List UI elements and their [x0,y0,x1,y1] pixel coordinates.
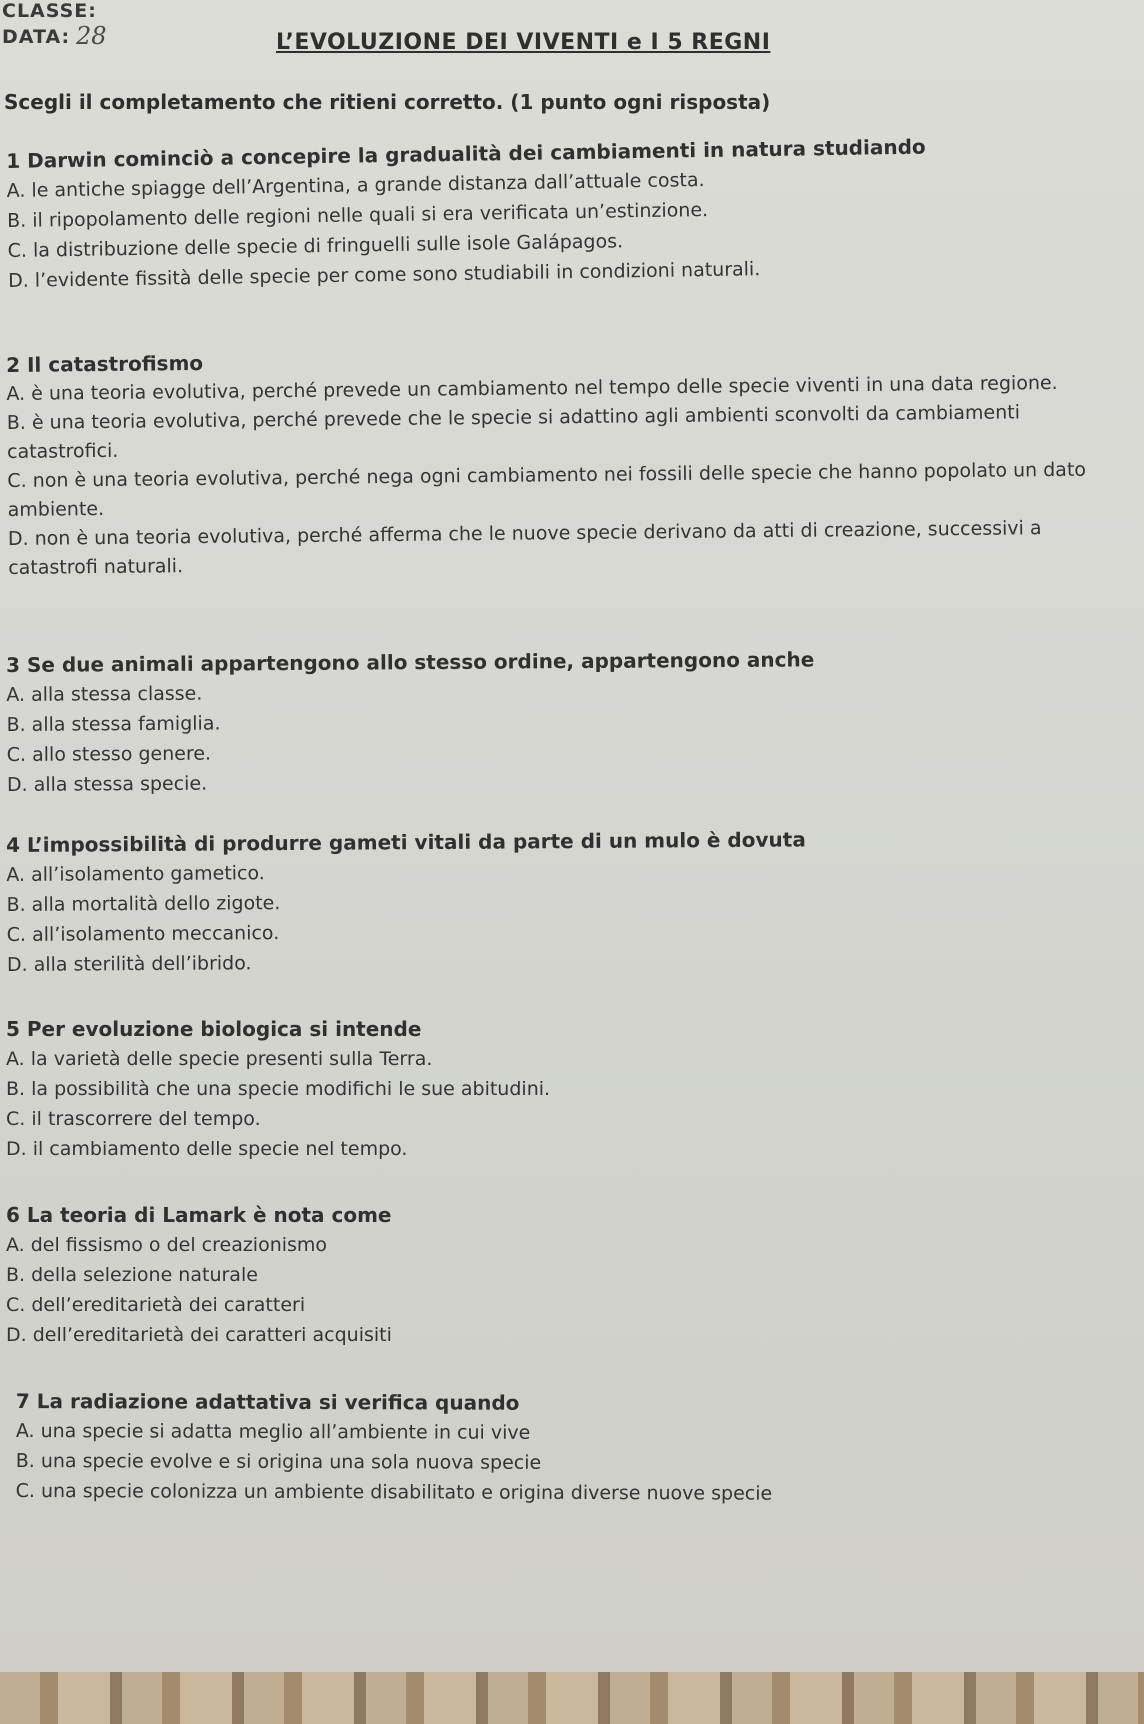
option-c: C. dell’ereditarietà dei caratteri [6,1294,306,1316]
option-b: B. alla stessa famiglia. [6,712,221,736]
option-a: A. del fissismo o del creazionismo [6,1234,328,1256]
option-b: B. la possibilità che una specie modifichi le sue abitudini. [6,1078,551,1100]
option-d: D. il cambiamento delle specie nel tempo. [6,1138,408,1160]
option-b: B. il ripopolamento delle regioni nelle quali si era verificata un’estinzione. [7,198,709,232]
option-a: A. alla stessa classe. [6,682,203,706]
question-title: 1 Darwin cominciò a concepire la gradualità dei cambiamenti in natura studiando [6,134,926,173]
option-c: C. all’isolamento meccanico. [6,922,280,946]
option-b: B. alla mortalità dello zigote. [6,892,281,916]
option-b: B. della selezione naturale [6,1264,258,1286]
option-c: C. non è una teoria evolutiva, perché nega ogni cambiamento nei fossili delle specie che hanno popolato un dato ambiente. [7,458,1087,521]
question-3 [6,642,1131,800]
option-d: D. l’evidente fissità delle specie per come sono studiabili in condizioni naturali. [7,258,761,292]
question-title: 7 La radiazione adattativa si verifica quando [15,1389,520,1415]
option-a: A. la varietà delle specie presenti sulla Terra. [6,1048,433,1070]
option-d: D. dell’ereditarietà dei caratteri acquisiti [6,1324,392,1346]
question-title: 3 Se due animali appartengono allo stesso ordine, appartengono anche [6,647,815,677]
option-b: B. una specie evolve e si origina una sola nuova specie [15,1449,542,1474]
option-a: A. una specie si adatta meglio all’ambiente in cui vive [15,1419,531,1444]
question-6 [6,1200,1130,1350]
option-a: A. all’isolamento gametico. [6,862,265,886]
option-b: B. è una teoria evolutiva, perché prevede che le specie si adattino agli ambienti sconvolti da cambiamenti catastrofici. [6,401,1021,463]
option-d: D. non è una teoria evolutiva, perché afferma che le nuove specie derivano da atti di creazione, successivi a catastrofi naturali. [7,517,1042,579]
question-1 [6,128,1132,296]
question-5 [6,1014,1130,1164]
option-a: A. le antiche spiagge dell’Argentina, a grande distanza dall’attuale costa. [6,169,705,202]
data-label: DATA: [2,26,71,48]
option-d: D. alla stessa specie. [6,772,208,796]
option-d: D. alla sterilità dell’ibrido. [6,952,252,976]
classe-label: CLASSE: [2,0,97,22]
option-a: A. è una teoria evolutiva, perché prevede un cambiamento nel tempo delle specie viventi in una data regione. [6,371,1058,405]
instructions: Scegli il completamento che ritieni corretto. (1 punto ogni risposta) [4,90,771,114]
floor-background [0,1672,1144,1724]
option-c: C. il trascorrere del tempo. [6,1108,261,1130]
option-c: C. allo stesso genere. [6,742,212,766]
question-title: 4 L’impossibilità di produrre gameti vitali da parte di un mulo è dovuta [6,827,806,857]
question-title: 2 Il catastrofismo [6,350,204,377]
option-c: C. una specie colonizza un ambiente disabilitato e origina diverse nuove specie [15,1479,773,1505]
question-title: 6 La teoria di Lamark è nota come [6,1203,392,1227]
question-7 [16,1386,1130,1510]
page-title: L’EVOLUZIONE DEI VIVENTI e I 5 REGNI [276,30,771,55]
question-2 [6,338,1132,583]
question-4 [6,822,1131,980]
option-c: C. la distribuzione delle specie di fringuelli sulle isole Galápagos. [7,230,624,262]
question-title: 5 Per evoluzione biologica si intende [6,1017,422,1041]
handwritten-date: 28 [76,22,107,50]
